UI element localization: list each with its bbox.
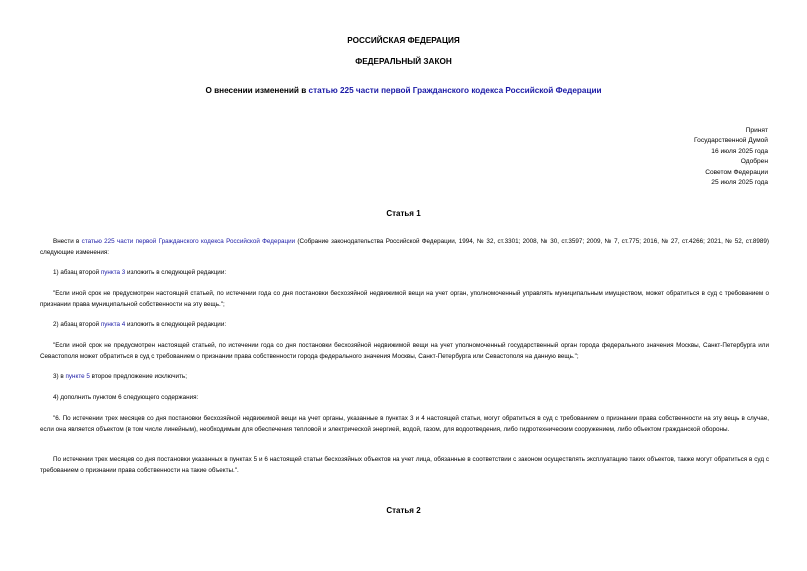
item-2: 2) абзац второй пункта 4 изложить в следующей редакции: bbox=[53, 321, 227, 328]
quote-1: "Если иной срок не предусмотрен настоящей статьей, по истечении года со дня постановки бесхозяйной недвижимой вещи на учет орган, уполномоченный управлять муниципальным имуществом, может обратиться в суд с требованием о признании права муниципальной собственности на эту вещь."; bbox=[40, 290, 769, 308]
law-title bbox=[0, 86, 807, 95]
clause-4-link[interactable]: пункта 4 bbox=[100, 321, 126, 328]
gk-article-225-link[interactable]: статью 225 части первой Гражданского кодекса Российской Федерации bbox=[81, 238, 296, 245]
item-3: 3) в пункте 5 второе предложение исключить; bbox=[53, 373, 187, 380]
law-type-heading: ФЕДЕРАЛЬНЫЙ ЗАКОН bbox=[355, 57, 452, 66]
clause-5-link[interactable]: пункте 5 bbox=[65, 373, 90, 380]
item-4: 4) дополнить пунктом 6 следующего содержания: bbox=[53, 394, 199, 401]
quote-2: "Если иной срок не предусмотрен настоящей статьей, по истечении года со дня постановки бесхозяйной недвижимой вещи на учет уполномоченный государственный орган города федерального значения Москвы, Санкт-Петербурга или Севастополя может обратиться в суд с требованием о признании права собственности города федерального значения Москвы, Санкт-Петербурга или Севастополя на данную вещь."; bbox=[40, 342, 769, 360]
adoption-line-3: 16 июля 2025 года bbox=[711, 147, 768, 155]
adoption-line-5: Советом Федерации bbox=[705, 168, 768, 176]
quote-3: "6. По истечении трех месяцев со дня постановки бесхозяйной недвижимой вещи на учет органы, указанные в пунктах 3 и 4 настоящей статьи, могут обратиться в суд с требованием о признании права собственности на эту вещь в случае, если она является объектом (в том числе линейным), необходимым для обеспечения тепловой и электрической энергией, водой, газом, для водоотведения, либо гидротехническим сооружением, либо объектом гражданской обороны. bbox=[40, 415, 769, 433]
adoption-line-4: Одобрен bbox=[740, 158, 768, 166]
law-title-prefix: О внесении изменений в bbox=[205, 86, 309, 95]
clause-3-link[interactable]: пункта 3 bbox=[100, 269, 126, 276]
adoption-line-1: Принят bbox=[745, 127, 768, 134]
article-1-heading: Статья 1 bbox=[386, 209, 421, 218]
country-heading: РОССИЙСКАЯ ФЕДЕРАЦИЯ bbox=[347, 36, 460, 45]
adoption-line-2: Государственной Думой bbox=[694, 137, 768, 145]
adoption-block bbox=[694, 126, 768, 188]
adoption-line-6: 25 июля 2025 года bbox=[711, 179, 768, 187]
article-2-heading: Статья 2 bbox=[386, 506, 421, 515]
article-1-intro: Внести в статью 225 части первой Гражданского кодекса Российской Федерации (Собрание законодательства Российской Федерации, 1994, № 32, ст.3301; 2008, № 30, ст.3597; 2009, № 7, ст.775; 2016, № 27, ст.4266; 2021, № 52, ст.8989) следующие изменения: bbox=[40, 238, 769, 256]
quote-4: По истечении трех месяцев со дня постановки указанных в пунктах 5 и 6 настоящей статьи бесхозяйных объектов на учет лица, обязанные в соответствии с законом осуществлять эксплуатацию таких объектов, также могут обратиться в суд с требованием о признании права собственности на такие объекты.". bbox=[40, 456, 769, 474]
law-title-link[interactable]: статью 225 части первой Гражданского кодекса Российской Федерации bbox=[308, 86, 602, 95]
item-1: 1) абзац второй пункта 3 изложить в следующей редакции: bbox=[53, 269, 227, 276]
